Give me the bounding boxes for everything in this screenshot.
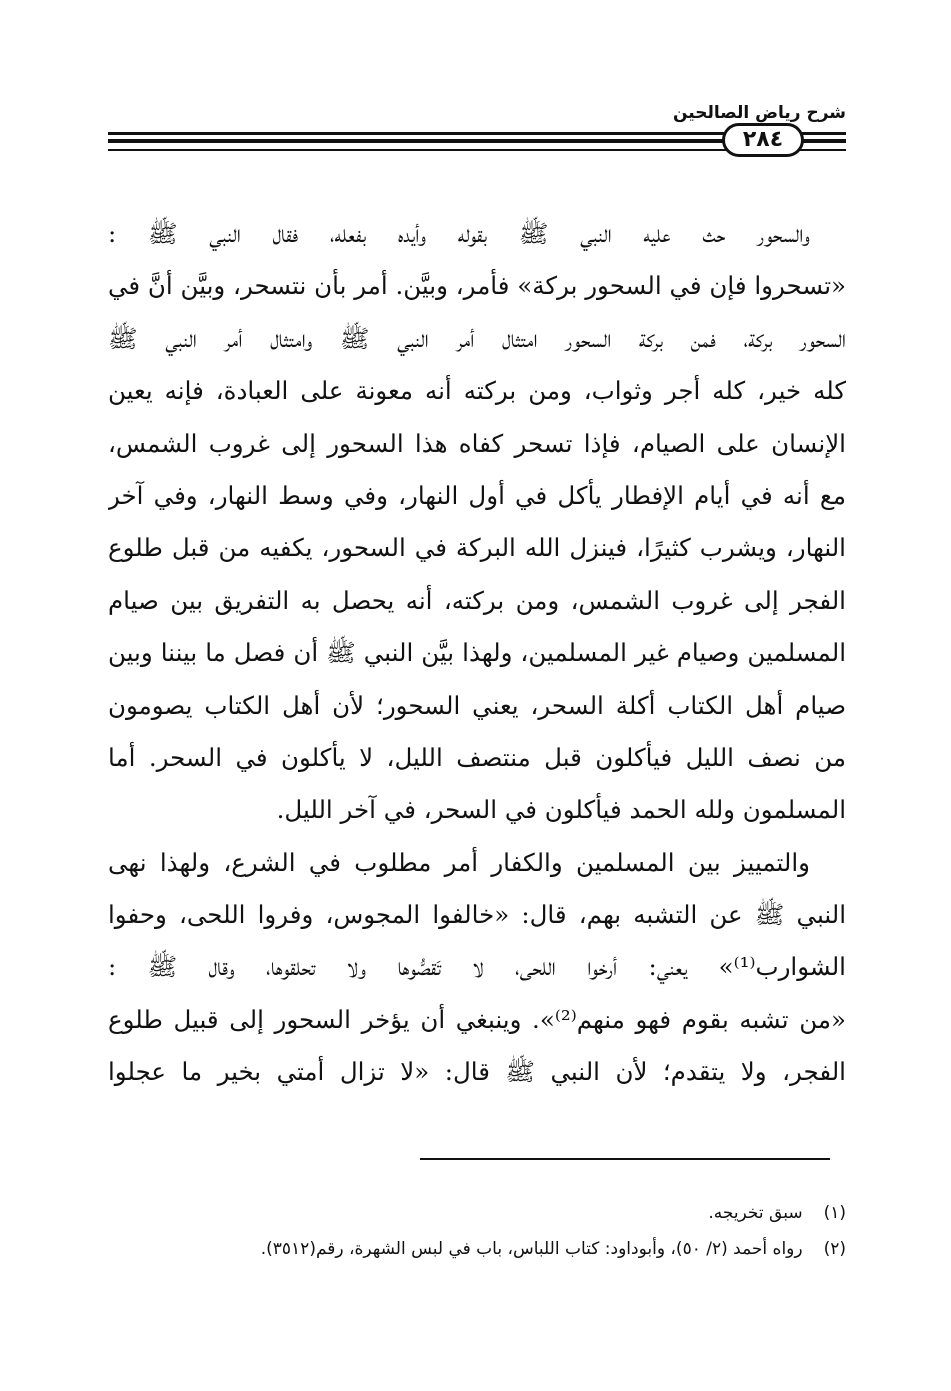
page-number: ٢٨٤ (722, 123, 804, 157)
footnote (108, 1195, 846, 1231)
text-line: الفجر إلى غروب الشمس، ومن بركته، أنه يحصل به التفريق بين صيام (108, 585, 846, 615)
text-line: «من تشبه بقوم فهو منهم⁽²⁾». وينبغي أن يؤخر السحور إلى قبيل طلوع (108, 1004, 846, 1034)
text-line: السحور بركة، فمن بركة السحور امتثال أمر النبي ﷺ وامتثال أمر النبي ﷺ (108, 323, 846, 353)
footnote (108, 1231, 846, 1267)
footnote-text: رواه أحمد (٢/ ٥٠)، وأبوداود: كتاب اللباس، باب في لبس الشهرة، رقم(٣٥١٢). (260, 1239, 803, 1259)
footnote-separator (420, 1158, 830, 1160)
text-line: صيام أهل الكتاب أكلة السحر، يعني السحور؛ لأن أهل الكتاب يصومون (108, 690, 846, 720)
text-line: كله خير، كله أجر وثواب، ومن بركته أنه معونة على العبادة، فإنه يعين (108, 376, 846, 406)
footnote-number: (٢) (823, 1239, 846, 1259)
footnote-text: سبق تخريجه. (708, 1203, 803, 1223)
text-line: والتمييز بين المسلمين والكفار أمر مطلوب في الشرع، ولهذا نهى (108, 847, 810, 877)
main-text (108, 208, 846, 1099)
text-line: المسلمين وصيام غير المسلمين، ولهذا بيَّن النبي ﷺ أن فصل ما بيننا وبين (108, 638, 846, 668)
running-header-title: شرح رياض الصالحين (672, 103, 846, 123)
text-line: النهار، ويشرب كثيرًا، فينزل الله البركة في السحور، يكفيه من قبل طلوع (108, 533, 846, 563)
text-line: «تسحروا فإن في السحور بركة» فأمر، وبيَّن. أمر بأن نتسحر، وبيَّن أنَّ في (108, 271, 846, 301)
text-line: المسلمون ولله الحمد فيأكلون في السحر، في آخر الليل. (276, 795, 846, 825)
footnotes (108, 1195, 846, 1267)
text-line: الشوارب⁽¹⁾» يعني: أرخوا اللحى، لا تَقصُّوها ولا تحلقوها، وقال ﷺ : (108, 952, 846, 982)
footnote-number: (١) (823, 1203, 846, 1223)
text-line: النبي ﷺ عن التشبه بهم، قال: «خالفوا المجوس، وفروا اللحى، وحفوا (108, 900, 846, 930)
text-line: والسحور حث عليه النبي ﷺ بقوله وأيده بفعله، فقال النبي ﷺ : (108, 219, 810, 248)
text-line: من نصف الليل فيأكلون قبل منتصف الليل، لا يأكلون في السحر. أما (108, 742, 846, 772)
text-line: مع أنه في أيام الإفطار يأكل في أول النهار، وفي وسط النهار، وفي آخر (108, 480, 846, 510)
text-line: الفجر، ولا يتقدم؛ لأن النبي ﷺ قال: «لا تزال أمتي بخير ما عجلوا (108, 1057, 846, 1087)
text-line: الإنسان على الصيام، فإذا تسحر كفاه هذا السحور إلى غروب الشمس، (108, 428, 846, 458)
